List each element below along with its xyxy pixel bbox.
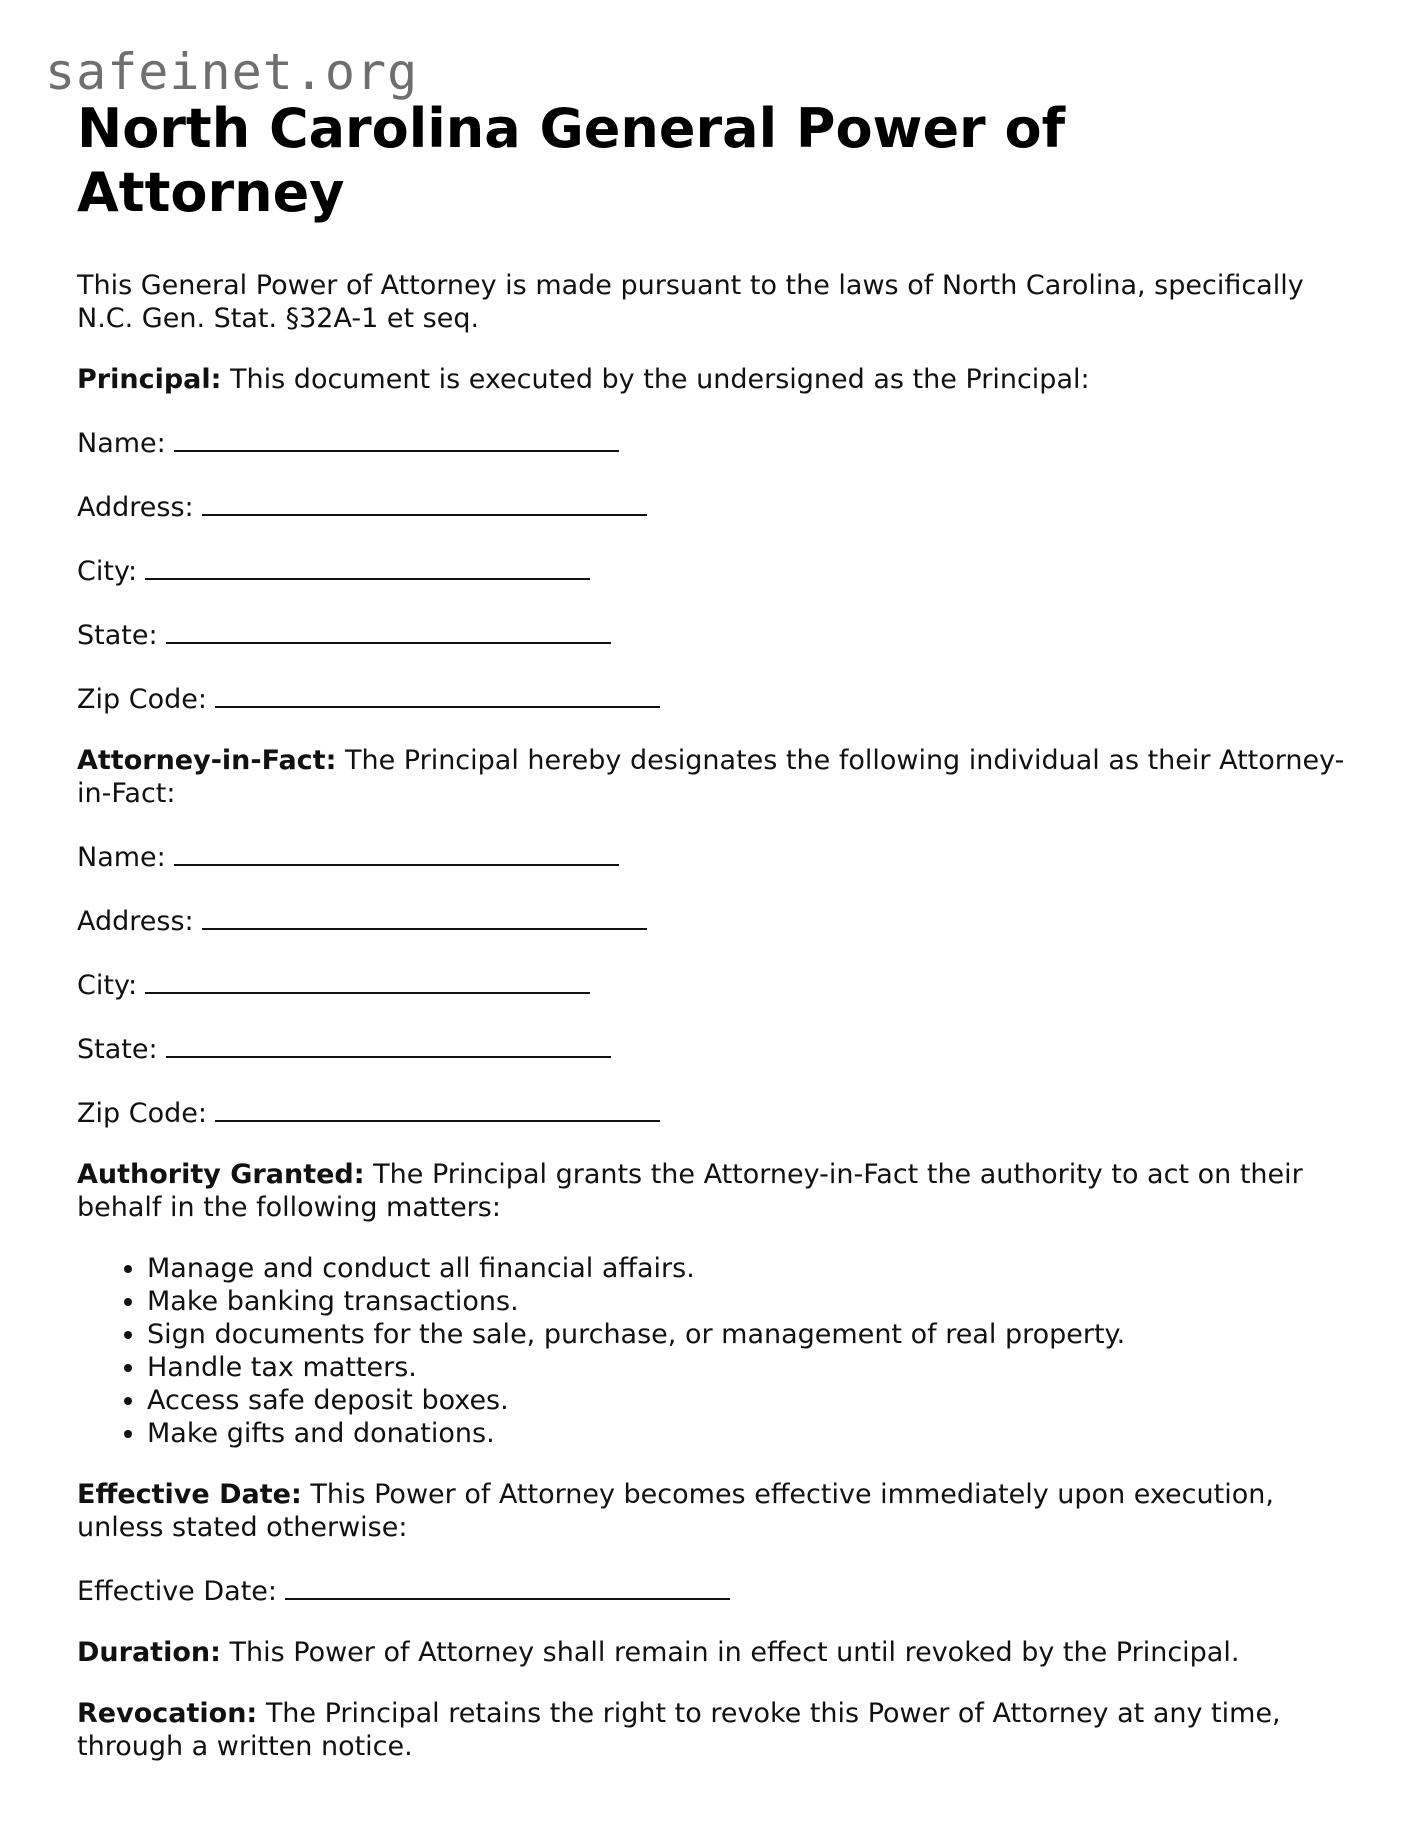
attorney-city-blank[interactable] (145, 966, 590, 994)
authority-text: The Principal grants the Attorney-in-Fact the authority to act on their behalf in the following matters: (77, 1159, 1303, 1223)
principal-zip-label: Zip Code: (77, 684, 207, 715)
principal-zip-field[interactable] (77, 680, 1347, 716)
duration-heading: Duration: (77, 1637, 221, 1668)
effective-heading: Effective Date: (77, 1479, 302, 1510)
attorney-address-field[interactable] (77, 902, 1347, 938)
principal-name-blank[interactable] (174, 424, 619, 452)
list-item: • Access safe deposit boxes. (147, 1384, 1347, 1417)
attorney-state-field[interactable] (77, 1030, 1347, 1066)
principal-heading: Principal: (77, 364, 222, 395)
principal-city-field[interactable] (77, 552, 1347, 588)
attorney-city-field[interactable] (77, 966, 1347, 1002)
duration-section (77, 1636, 1347, 1669)
revocation-section (77, 1697, 1347, 1763)
list-item: • Sign documents for the sale, purchase, or management of real property. (147, 1318, 1347, 1351)
principal-address-blank[interactable] (202, 488, 647, 516)
principal-name-field[interactable] (77, 424, 1347, 460)
list-item: • Handle tax matters. (147, 1351, 1347, 1384)
principal-zip-blank[interactable] (215, 680, 660, 708)
principal-state-label: State: (77, 620, 158, 651)
attorney-city-label: City: (77, 970, 138, 1001)
effective-date-field[interactable] (77, 1572, 1347, 1608)
revocation-text: The Principal retains the right to revoke this Power of Attorney at any time, through a written notice. (77, 1698, 1281, 1762)
list-item: • Make gifts and donations. (147, 1417, 1347, 1450)
principal-state-blank[interactable] (166, 616, 611, 644)
attorney-state-label: State: (77, 1034, 158, 1065)
effective-text: This Power of Attorney becomes effective immediately upon execution, unless stated otherwise: (77, 1479, 1274, 1543)
list-item: • Make banking transactions. (147, 1285, 1347, 1318)
watermark: safeinet.org (45, 43, 419, 101)
attorney-state-blank[interactable] (166, 1030, 611, 1058)
document-page (77, 97, 1347, 1763)
duration-text: This Power of Attorney shall remain in effect until revoked by the Principal. (229, 1637, 1240, 1668)
intro-paragraph: This General Power of Attorney is made pursuant to the laws of North Carolina, specifically N.C. Gen. Stat. §32A-1 et seq. (77, 270, 1304, 334)
attorney-zip-label: Zip Code: (77, 1098, 207, 1129)
attorney-address-label: Address: (77, 906, 194, 937)
principal-name-label: Name: (77, 428, 166, 459)
revocation-heading: Revocation: (77, 1698, 258, 1729)
attorney-name-label: Name: (77, 842, 166, 873)
attorney-zip-field[interactable] (77, 1094, 1347, 1130)
principal-state-field[interactable] (77, 616, 1347, 652)
page-title: North Carolina General Power of Attorney (77, 97, 1066, 224)
attorney-zip-blank[interactable] (215, 1094, 660, 1122)
principal-city-blank[interactable] (145, 552, 590, 580)
attorney-name-blank[interactable] (174, 838, 619, 866)
authority-heading: Authority Granted: (77, 1159, 365, 1190)
attorney-address-blank[interactable] (202, 902, 647, 930)
principal-city-label: City: (77, 556, 138, 587)
principal-address-field[interactable] (77, 488, 1347, 524)
effective-section (77, 1478, 1347, 1544)
effective-date-blank[interactable] (285, 1572, 730, 1600)
attorney-text: The Principal hereby designates the following individual as their Attorney-in-Fact: (77, 745, 1345, 809)
list-item: • Manage and conduct all financial affairs. (147, 1252, 1347, 1285)
principal-text: This document is executed by the undersigned as the Principal: (230, 364, 1090, 395)
principal-section (77, 363, 1347, 396)
principal-address-label: Address: (77, 492, 194, 523)
attorney-name-field[interactable] (77, 838, 1347, 874)
attorney-heading: Attorney-in-Fact: (77, 745, 337, 776)
attorney-section (77, 744, 1347, 810)
authority-section (77, 1158, 1347, 1224)
authority-list (77, 1252, 1347, 1450)
effective-date-label: Effective Date: (77, 1576, 278, 1607)
